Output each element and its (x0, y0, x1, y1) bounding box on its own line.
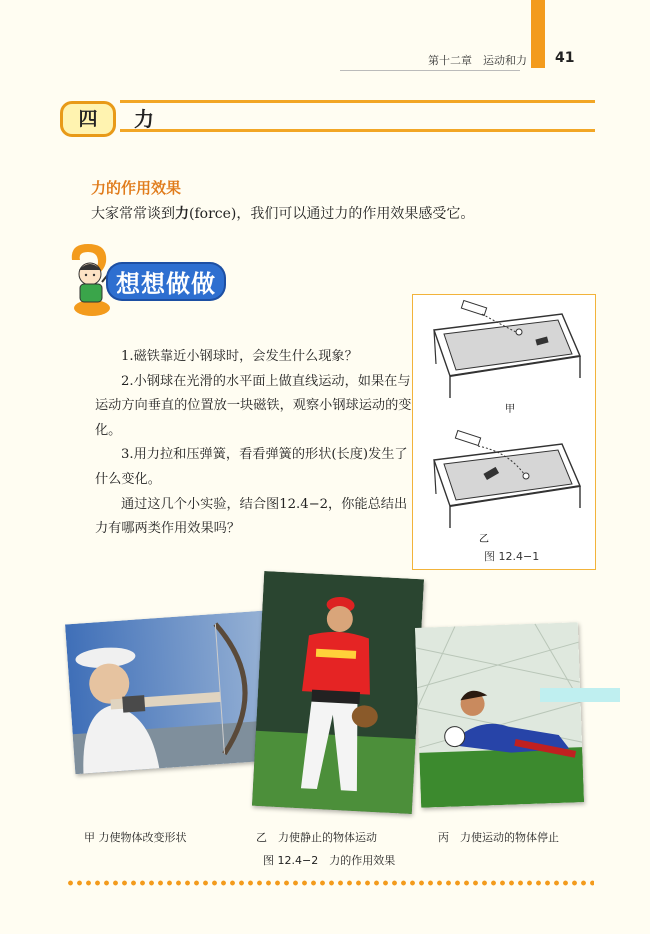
dotted-footer-rule (66, 879, 594, 887)
photo-caption-b: 乙 力使静止的物体运动 (256, 831, 377, 844)
figure-1-caption: 图 12.4−1 (484, 550, 540, 563)
question-item: 3.用力拉和压弹簧，看看弹簧的形状(长度)发生了什么变化。 (95, 447, 408, 487)
section-rule-top (120, 100, 595, 103)
header-color-tab (531, 0, 545, 68)
question-item: 通过这几个小实验，结合图12.4−2，你能总结出力有哪两类作用效果吗？ (95, 496, 408, 537)
photo-caption-c: 丙 力使运动的物体停止 (438, 831, 559, 844)
magnet-ball-experiment-illustration (412, 294, 596, 554)
subheading: 力的作用效果 (91, 179, 182, 197)
figure-1-label-b: 乙 (479, 534, 489, 545)
section-rule-bottom (120, 129, 595, 132)
activity-title: 想想做做 (108, 264, 224, 299)
experiment-table-b (434, 430, 580, 528)
chapter-label: 第十二章 运动和力 (428, 54, 527, 67)
question-item: 1.磁铁靠近小钢球时，会发生什么现象？ (121, 349, 358, 364)
intro-text-after: (force)，我们可以通过力的作用效果感受它。 (189, 206, 475, 222)
photo-caption-a: 甲 力使物体改变形状 (84, 831, 187, 844)
figure-2-caption: 图 12.4−2 力的作用效果 (263, 854, 396, 867)
intro-paragraph (91, 203, 474, 223)
question-item: 2.小钢球在光滑的水平面上做直线运动，如果在与运动方向垂直的位置放一块磁铁，观察小钢球运动的变化。 (95, 373, 412, 438)
intro-keyword: 力 (175, 206, 189, 222)
photo-archer (65, 610, 285, 774)
intro-text-before: 大家常常谈到 (91, 206, 175, 222)
experiment-table-a (434, 300, 580, 398)
photo-goalkeeper (415, 622, 584, 808)
section-number-badge: 四 (60, 101, 116, 137)
header-rule (340, 70, 520, 71)
page-edge-tab (540, 688, 620, 702)
question-list (95, 345, 415, 542)
photo-softball-player (252, 571, 424, 814)
figure-1-label-a: 甲 (505, 404, 515, 415)
section-title: 力 (134, 107, 154, 131)
page-number: 41 (555, 50, 575, 66)
